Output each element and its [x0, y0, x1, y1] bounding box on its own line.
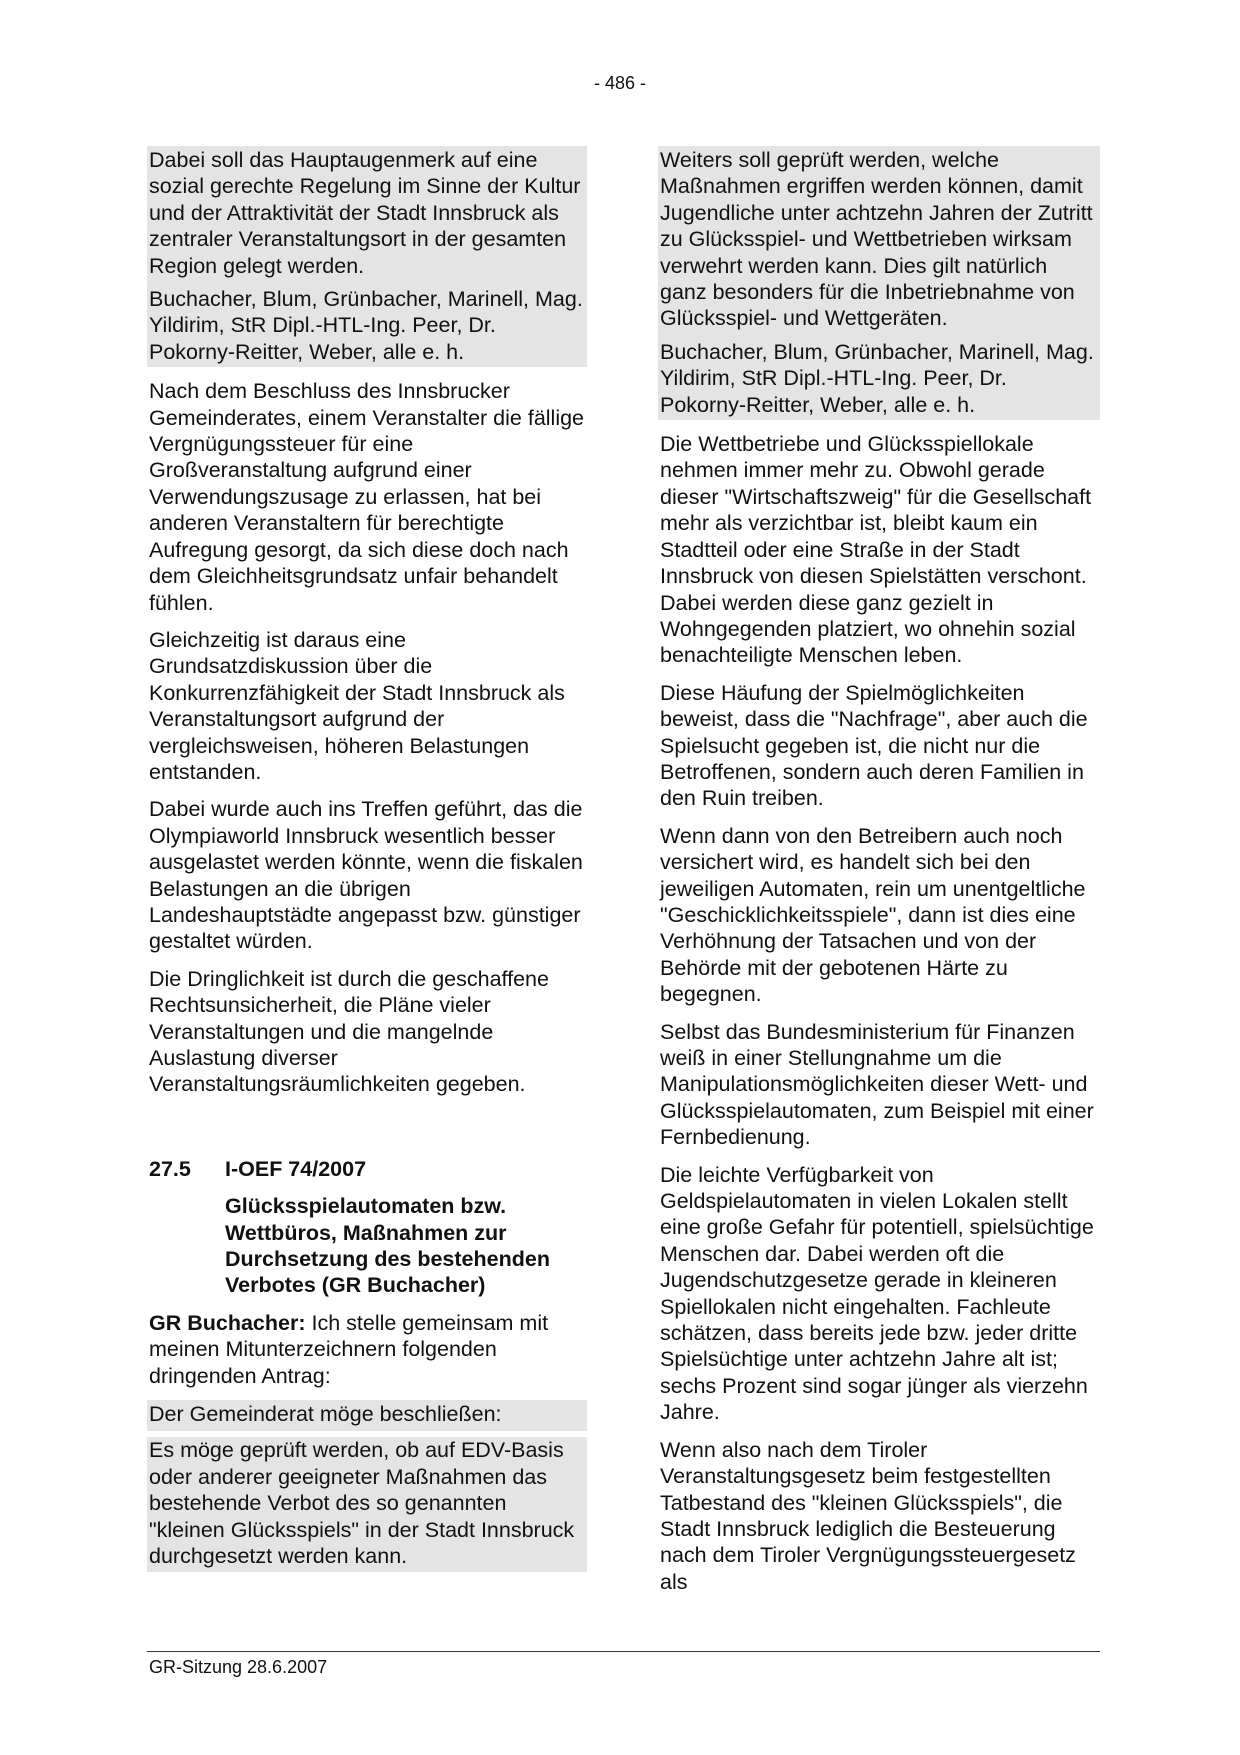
agenda-item-number: 27.5	[149, 1156, 191, 1181]
agenda-item-heading	[147, 1156, 587, 1182]
signatories: Buchacher, Blum, Grünbacher, Marinell, Mag. Yildirim, StR Dipl.-HTL-Ing. Peer, Dr. Pokorny-Reitter, Weber, alle e. h.	[660, 339, 1094, 417]
paragraph: Wenn also nach dem Tiroler Veranstaltungsgesetz beim festgestellten Tatbestand des "kleinen Glücksspiels", die Stadt Innsbruck lediglich die Besteuerung nach dem Tiroler Vergnügungssteuergesetz als	[660, 1437, 1076, 1594]
agenda-item-title: Glücksspielautomaten bzw. Wettbüros, Maßnahmen zur Durchsetzung des bestehenden Verbotes (GR Buchacher)	[225, 1194, 550, 1298]
speaker-paragraph	[147, 1310, 587, 1389]
paragraph: Diese Häufung der Spielmöglichkeiten beweist, dass die "Nachfrage", aber auch die Spielsucht gegeben ist, die nicht nur die Betroffenen, sondern auch deren Familien in den Ruin treiben.	[660, 680, 1088, 811]
paragraph: Die leichte Verfügbarkeit von Geldspielautomaten in vielen Lokalen stellt eine große Gefahr für potentiell, spielsüchtige Menschen dar. Dabei werden oft die Jugendschutzgesetze gerade in kleineren Spiellokalen nicht eingehalten. Fachleute schätzen, dass bereits jede bzw. jeder dritte Spielsüchtige unter achtzehn Jahre alt ist; sechs Prozent sind sogar jünger als vierzehn Jahre.	[660, 1162, 1094, 1425]
paragraph: Gleichzeitig ist daraus eine Grundsatzdiskussion über die Konkurrenzfähigkeit der Stadt Innsbruck als Veranstaltungsort aufgrund der vergleichsweisen, höheren Belastungen entstanden.	[149, 627, 565, 784]
shaded-motion-end	[147, 146, 587, 367]
right-column	[658, 146, 1100, 1606]
paragraph: Die Wettbetriebe und Glücksspiellokale nehmen immer mehr zu. Obwohl gerade dieser "Wirtschaftszweig" für die Gesellschaft mehr als verzichtbar ist, bleibt kaum ein Stadtteil oder eine Straße in der Stadt Innsbruck von diesen Spielstätten verschont. Dabei werden diese ganz gezielt in Wohngegenden platziert, wo ohnehin sozial benachteiligte Menschen leben.	[660, 432, 1092, 668]
motion-text: Es möge geprüft werden, ob auf EDV-Basis oder anderer geeigneter Maßnahmen das bestehende Verbot des so genannten "kleinen Glücksspiels" in der Stadt Innsbruck durchgesetzt werden kann.	[147, 1437, 587, 1571]
page-number: - 486 -	[593, 73, 647, 93]
speaker-text: Ich stelle gemeinsam mit meinen Mitunterzeichnern folgenden dringenden Antrag:	[149, 1310, 549, 1388]
paragraph: Wenn dann von den Betreibern auch noch versichert wird, es handelt sich bei den jeweiligen Automaten, rein um unentgeltliche "Geschicklichkeitsspiele", dann ist dies eine Verhöhnung der Tatsachen und von der Behörde mit der gebotenen Härte zu begegnen.	[660, 823, 1086, 1007]
motion-intro: Der Gemeinderat möge beschließen:	[147, 1400, 587, 1431]
signatories: Buchacher, Blum, Grünbacher, Marinell, Mag. Yildirim, StR Dipl.-HTL-Ing. Peer, Dr. Pokorny-Reitter, Weber, alle e. h.	[149, 287, 583, 364]
shaded-motion-continuation	[658, 146, 1100, 420]
paragraph: Die Dringlichkeit ist durch die geschaffene Rechtsunsicherheit, die Pläne vieler Veranstaltungen und die mangelnde Auslastung diverser Veranstaltungsräumlichkeiten gegeben.	[149, 966, 549, 1097]
agenda-item-reference: I-OEF 74/2007	[225, 1156, 367, 1181]
footer-divider	[147, 1651, 1100, 1652]
paragraph: Nach dem Beschluss des Innsbrucker Gemeinderates, einem Veranstalter die fällige Vergnügungssteuer für eine Großveranstaltung aufgrund einer Verwendungszusage zu erlassen, hat bei anderen Veranstaltern für berechtigte Aufregung gesorgt, da sich diese doch nach dem Gleichheitsgrundsatz unfair behandelt fühlen.	[149, 379, 585, 615]
paragraph: Weiters soll geprüft werden, welche Maßnahmen ergriffen werden können, damit Jugendliche unter achtzehn Jahren der Zutritt zu Glücksspiel- und Wettbetrieben wirksam verwehrt werden kann. Dies gilt natürlich ganz besonders für die Inbetriebnahme von Glücksspiel- und Wettgeräten.	[660, 148, 1093, 331]
speaker-name: GR Buchacher:	[149, 1310, 306, 1335]
footer-session-date: GR-Sitzung 28.6.2007	[149, 1657, 328, 1677]
paragraph: Selbst das Bundesministerium für Finanzen weiß in einer Stellungnahme um die Manipulationsmöglichkeiten dieser Wett- und Glücksspielautomaten, zum Beispiel mit einer Fernbedienung.	[660, 1019, 1094, 1150]
left-column	[147, 146, 587, 1583]
paragraph: Dabei wurde auch ins Treffen geführt, das die Olympiaworld Innsbruck wesentlich besser ausgelastet werden könnte, wenn die fiskalen Belastungen an die übrigen Landeshauptstädte angepasst bzw. günstiger gestaltet würden.	[149, 797, 583, 954]
paragraph: Dabei soll das Hauptaugenmerk auf eine sozial gerechte Regelung im Sinne der Kultur und der Attraktivität der Stadt Innsbruck als zentraler Veranstaltungsort in der gesamten Region gelegt werden.	[149, 148, 581, 278]
